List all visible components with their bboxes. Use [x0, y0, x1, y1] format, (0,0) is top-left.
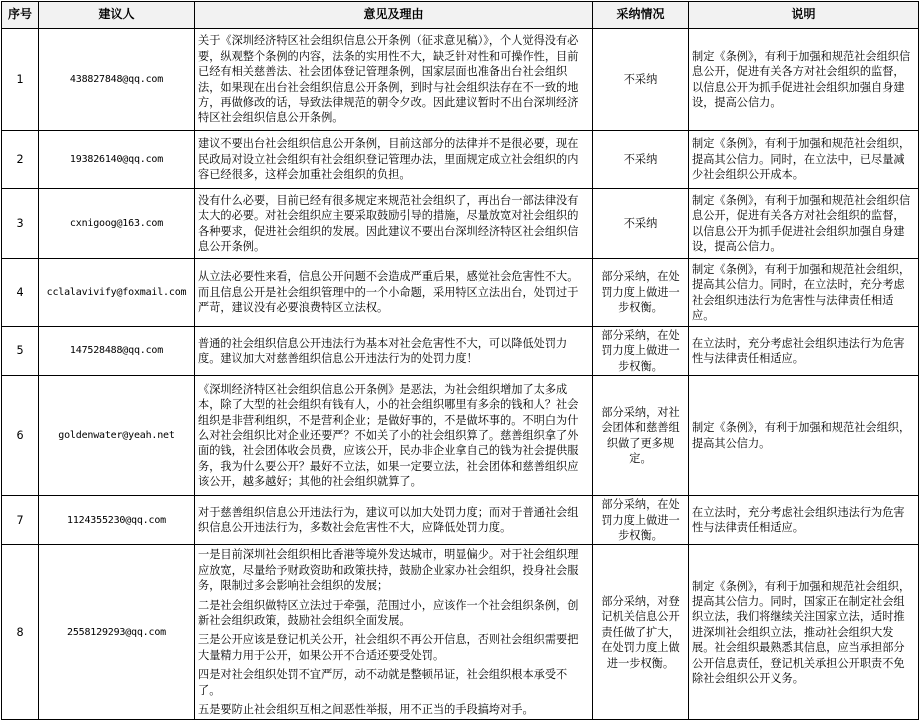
- proposer-email: 193826140@qq.com: [39, 131, 195, 189]
- row-number: 6: [2, 376, 39, 496]
- opinion-paragraph: 对于慈善组织信息公开违法行为，建议可以加大处罚力度；而对于普通社会组织信息公开违法行为，多数社会危害性不大，应降低处罚力度。: [198, 505, 579, 535]
- opinion-paragraph: 三是公开应该是登记机关公开，社会组织不再公开信息，否则社会组织需要把大量精力用于公开，如果公开不合适还要受处罚。: [198, 633, 579, 662]
- row-number: 2: [2, 131, 39, 189]
- proposer-email: 2558129293@qq.com: [39, 545, 195, 720]
- header-opinion: 意见及理由: [195, 2, 593, 29]
- opinion-paragraph: 四是对社会组织处罚不宜严厉，动不动就是整顿吊证，社会组织根本承受不了。: [198, 668, 568, 697]
- opinion-paragraph: 没有什么必要，目前已经有很多规定来规范社会组织了，再出台一部法律没有太大的必要。对社会组织应主要采取鼓励引导的措施，尽量放宽对社会组织的各种要求，促进社会组织的发展。因此建议不要出台深圳经济特区社会组织信息公开条例。: [198, 193, 579, 253]
- opinion-paragraph: 五是要防止社会组织互相之间恶性举报，用不正当的手段搞垮对手。: [198, 703, 534, 717]
- table-row: [2, 327, 919, 376]
- opinion-text: [195, 259, 593, 327]
- opinion-text: [195, 496, 593, 545]
- opinion-paragraph: 普通的社会组织信息公开违法行为基本对社会危害性不大，可以降低处罚力度。建议加大对慈善组织信息公开违法行为的处罚力度！: [198, 336, 568, 366]
- table-row: [2, 496, 919, 545]
- table-row: [2, 189, 919, 259]
- opinion-text: [195, 131, 593, 189]
- explanation-text: 在立法时，充分考虑社会组织违法行为危害性与法律责任相适应。: [689, 496, 919, 545]
- header-num: 序号: [2, 2, 39, 29]
- table-row: [2, 29, 919, 131]
- explanation-text: 制定《条例》，有利于加强和规范社会组织信息公开，促进有关各方对社会组织的监督，以信息公开为抓手促进社会组织加强自身建设，提高公信力。: [689, 29, 919, 131]
- adoption-status: 部分采纳，对社会团体和慈善组织做了更多规定。: [593, 376, 689, 496]
- explanation-text: 制定《条例》，有利于加强和规范社会组织，提高其公信力。同时，在立法时，充分考虑社会组织违法行为危害性与法律责任相适应。: [689, 259, 919, 327]
- opinion-text: [195, 29, 593, 131]
- proposer-email: 147528488@qq.com: [39, 327, 195, 376]
- adoption-status: 部分采纳，在处罚力度上做进一步权衡。: [593, 496, 689, 545]
- row-number: 3: [2, 189, 39, 259]
- proposer-email: cxnigoog@163.com: [39, 189, 195, 259]
- adoption-status: 部分采纳，在处罚力度上做进一步权衡。: [593, 327, 689, 376]
- adoption-status: 部分采纳，在处罚力度上做进一步权衡。: [593, 259, 689, 327]
- proposer-email: goldenwater@yeah.net: [39, 376, 195, 496]
- proposer-email: 438827848@qq.com: [39, 29, 195, 131]
- opinion-paragraph: 从立法必要性来看，信息公开问题不会造成严重后果，感觉社会危害性不大。而且信息公开是社会组织管理中的一个小命题，采用特区立法出台，处罚过于严苛，建议没有必要浪费特区立法权。: [198, 270, 579, 315]
- proposer-email: cclalavivify@foxmail.com: [39, 259, 195, 327]
- opinion-paragraph: 二是社会组织做特区立法过于牵强，范围过小，应该作一个社会组织条例，创新社会组织政策，鼓励社会组织全面发展。: [198, 598, 579, 628]
- row-number: 8: [2, 545, 39, 720]
- header-status: 采纳情况: [593, 2, 689, 29]
- opinion-text: [195, 327, 593, 376]
- table-row: [2, 376, 919, 496]
- explanation-text: 在立法时，充分考虑社会组织违法行为危害性与法律责任相适应。: [689, 327, 919, 376]
- explanation-text: 制定《条例》，有利于加强和规范社会组织信息公开，促进有关各方对社会组织的监督，以信息公开为抓手促进社会组织加强自身建设，提高公信力。: [689, 189, 919, 259]
- explanation-text: 制定《条例》，有利于加强和规范社会组织，提高其公信力。: [689, 376, 919, 496]
- table-row: [2, 131, 919, 189]
- adoption-status: 不采纳: [593, 131, 689, 189]
- adoption-status: 不采纳: [593, 29, 689, 131]
- explanation-text: 制定《条例》，有利于加强和规范社会组织，提高其公信力。同时，国家正在制定社会组织立法，我们将继续关注国家立法，适时推进深圳社会组织立法，推动社会组织大发展。社会组织最熟悉其信息，应当承担部分公开信息责任，登记机关承担公开职责不免除社会组织公开义务。: [689, 545, 919, 720]
- adoption-status: 部分采纳，对登记机关信息公开责任做了扩大，在处罚力度上做进一步权衡。: [593, 545, 689, 720]
- opinions-table: [1, 1, 919, 720]
- opinion-paragraph: 关于《深圳经济特区社会组织信息公开条例（征求意见稿）》，个人觉得没有必要，纵观整个条例的内容，法条的实用性不大，缺乏针对性和可操作性，目前已经有相关慈善法、社会团体登记管理条例，国家层面也准备出台社会组织法，如果现在出台社会组织信息公开条例，到时与社会组织法存在不一致的地方，再做修改的话，导致法律规范的朝令夕改。因此建议暂时不出台深圳经济特区社会组织信息公开条例。: [198, 34, 579, 125]
- header-row: [2, 2, 919, 29]
- table-row: [2, 545, 919, 720]
- row-number: 4: [2, 259, 39, 327]
- row-number: 7: [2, 496, 39, 545]
- explanation-text: 制定《条例》，有利于加强和规范社会组织，提高其公信力。同时，在立法中，已尽量减少社会组织公开成本。: [689, 131, 919, 189]
- adoption-status: 不采纳: [593, 189, 689, 259]
- opinion-text: [195, 545, 593, 720]
- opinion-paragraph: 建议不要出台社会组织信息公开条例，目前这部分的法律并不是很必要，现在民政局对设立社会组织有社会组织登记管理办法，里面规定成立社会组织的内容已经很多，这样会加重社会组织的负担。: [198, 137, 579, 182]
- table-row: [2, 259, 919, 327]
- row-number: 1: [2, 29, 39, 131]
- header-note: 说明: [689, 2, 919, 29]
- opinion-text: [195, 376, 593, 496]
- opinion-text: [195, 189, 593, 259]
- header-proposer: 建议人: [39, 2, 195, 29]
- opinion-paragraph: 一是目前深圳社会组织相比香港等境外发达城市，明显偏少。对于社会组织理应放宽，尽量给予财政资助和政策扶持，鼓励企业家办社会组织，投身社会服务，限制过多会影响社会组织的发展；: [198, 548, 579, 593]
- opinion-paragraph: 《深圳经济特区社会组织信息公开条例》是恶法，为社会组织增加了太多成本，除了大型的社会组织有钱有人，小的社会组织哪里有多余的钱和人？社会组织是非营利组织，不是营利企业；是做好事的，不是做坏事的。不明白为什么对社会组织比对企业还要严？不如关了小的社会组织算了。慈善组织拿了外面的钱，社会团体收会员费，应该公开，民办非企业拿自己的钱为社会提供服务，我为什么要公开？最好不立法，如果一定要立法，社会团体和慈善组织应该公开，越多越好；其他的社会组织就算了。: [198, 382, 579, 489]
- row-number: 5: [2, 327, 39, 376]
- proposer-email: 1124355230@qq.com: [39, 496, 195, 545]
